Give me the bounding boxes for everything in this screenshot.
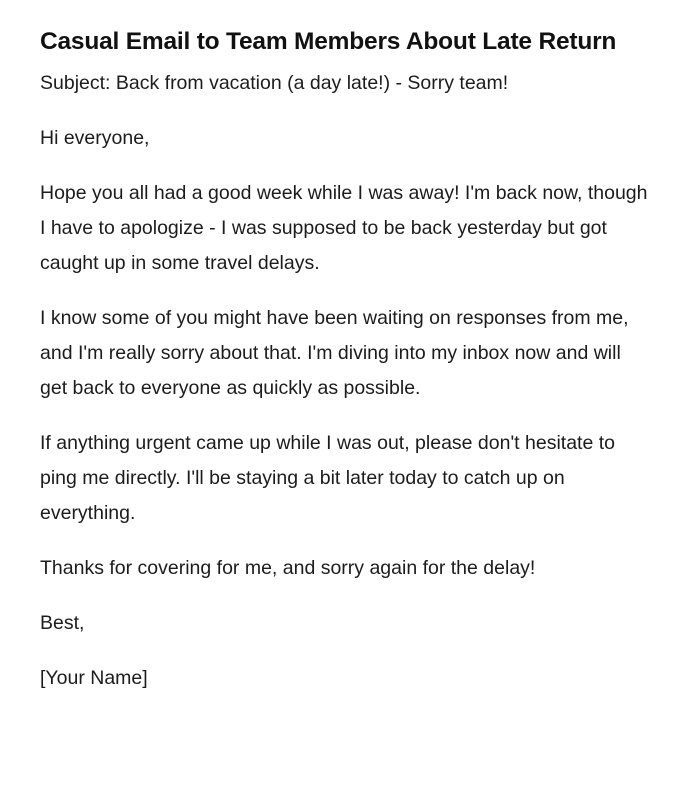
email-paragraph-1: Hope you all had a good week while I was away! I'm back now, though I have to apologize - I was supposed to be back yesterday but got caught up in some travel delays. xyxy=(40,182,648,274)
email-signature: [Your Name] xyxy=(40,667,148,689)
email-paragraph-4: Thanks for covering for me, and sorry again for the delay! xyxy=(40,557,536,579)
email-paragraph-2: I know some of you might have been waiting on responses from me, and I'm really sorry about that. I'm diving into my inbox now and will get back to everyone as quickly as possible. xyxy=(40,307,629,399)
email-subject: Subject: Back from vacation (a day late!) - Sorry team! xyxy=(40,72,509,94)
email-document xyxy=(40,20,650,716)
document-title: Casual Email to Team Members About Late Return xyxy=(40,28,617,55)
email-paragraph-3: If anything urgent came up while I was out, please don't hesitate to ping me directly. I'll be staying a bit later today to catch up on everything. xyxy=(40,432,615,524)
email-closing: Best, xyxy=(40,612,85,634)
email-greeting: Hi everyone, xyxy=(40,127,150,149)
